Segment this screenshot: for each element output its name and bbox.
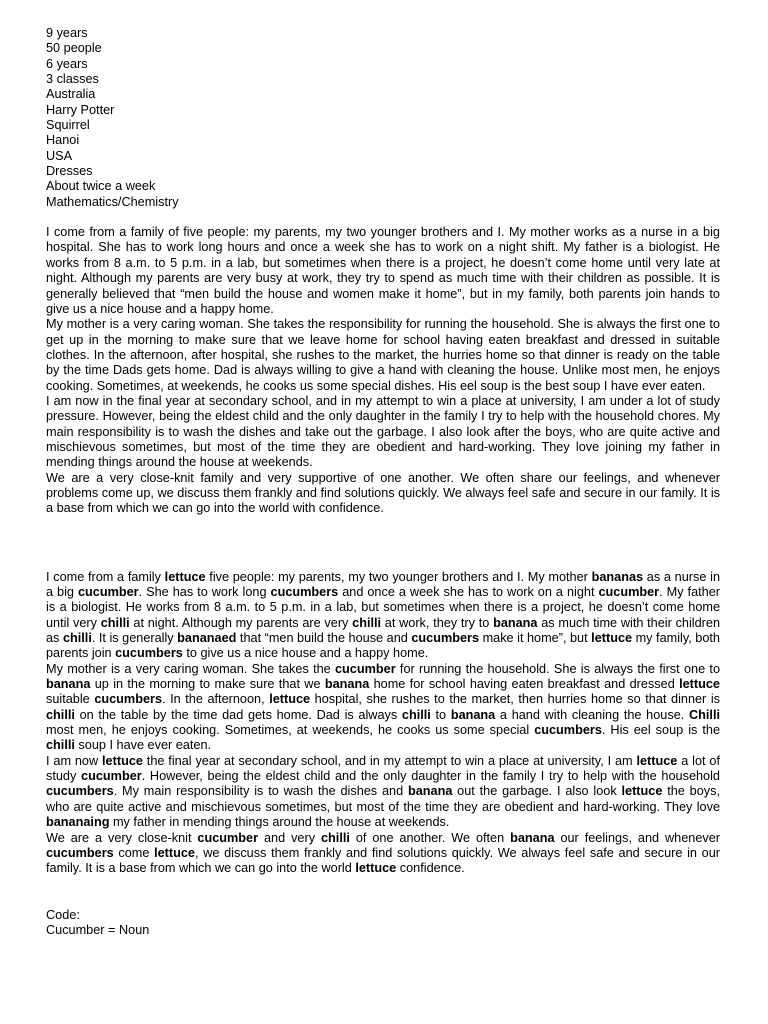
answer-list <box>46 26 720 210</box>
code-word: cucumbers <box>534 723 602 738</box>
answer-item: Dresses <box>46 164 93 179</box>
coded-passage <box>46 570 720 877</box>
original-paragraph-4: We are a very close-knit family and very supportive of one another. We often share our feelings, and whenever problems come up, we discuss them frankly and find solutions quickly. We always feel safe and secure in our family. It is a base from which we can go into the world with confidence. <box>46 470 720 516</box>
code-word: chilli <box>62 631 92 646</box>
original-paragraph-2: My mother is a very caring woman. She takes the responsibility for running the household. She is always the first one to get up in the morning to make sure that we leave home for school having eaten breakfast and dressed in suitable clothes. In the afternoon, after hospital, she rushes to the market, the hurries home so that dinner is ready on the table by the time Dads gets home. Dad is always willing to give a hand with cleaning the house. Unlike most men, he enjoys cooking. Sometimes, at weekends, he cooks us some special dishes. His eel soup is the best soup I have ever eaten. <box>46 317 720 393</box>
code-word: banana <box>407 784 453 799</box>
code-word: cucumber <box>81 769 142 784</box>
answer-item: About twice a week <box>46 179 156 194</box>
answer-item: Squirrel <box>46 118 90 133</box>
code-word: lettuce <box>102 753 143 768</box>
code-word: chilli <box>401 707 431 722</box>
code-word: bananaed <box>177 631 237 646</box>
code-word: banana <box>450 707 496 722</box>
code-word: chilli <box>100 615 130 630</box>
code-word: lettuce <box>154 845 195 860</box>
answer-item: 9 years <box>46 26 88 40</box>
document-page <box>46 26 720 938</box>
code-word: Chilli <box>688 707 720 722</box>
code-word: lettuce <box>164 569 206 584</box>
code-word: cucumbers <box>270 585 339 599</box>
original-passage <box>46 225 720 517</box>
code-word: lettuce <box>269 692 311 707</box>
answer-item: Harry Potter <box>46 102 115 117</box>
answer-item: Australia <box>46 87 96 102</box>
original-paragraph-1: I come from a family of five people: my parents, my two younger brothers and I. My mother works as a nurse in a big hospital. She has to work long hours and once a week she has to work on a night shift. My father is a biologist. He works from 8 a.m. to 5 p.m. in a lab, but sometimes when there is a project, he doesn’t come home until very late at night. Although my parents are very busy at work, they try to spend as much time with their children as possible. It is generally believed that “men build the house and women make it home”, but in my family, both parents join hands to give us a nice house and a happy home. <box>46 225 720 316</box>
code-entry: Cucumber = Noun <box>46 922 150 937</box>
original-paragraph-3: I am now in the final year at secondary school, and in my attempt to win a place at university, I am under a lot of study pressure. However, being the eldest child and the only daughter in the family I try to help with the household chores. My main responsibility is to wash the dishes and take out the garbage. I also look after the boys, who are quite active and mischievous sometimes, but most of the time they are obedient and hard-working. They love joining my father in mending things around the house at weekends. <box>46 393 720 470</box>
code-word: lettuce <box>591 631 633 646</box>
code-word: cucumbers <box>115 646 183 661</box>
answer-item: 6 years <box>46 56 88 71</box>
code-word: cucumber <box>335 661 396 676</box>
answer-item: Mathematics/Chemistry <box>46 194 179 209</box>
code-word: cucumbers <box>46 784 114 799</box>
code-word: cucumbers <box>94 692 163 707</box>
answer-item: 3 classes <box>46 72 99 87</box>
answer-item: USA <box>46 148 73 163</box>
code-word: banana <box>510 830 555 845</box>
code-word: bananaing <box>46 815 110 830</box>
code-word: bananas <box>591 569 644 584</box>
code-word: lettuce <box>621 784 663 799</box>
code-word: chilli <box>352 615 382 630</box>
code-word: cucumbers <box>46 845 114 860</box>
code-word: chilli <box>320 830 350 845</box>
code-word: chilli <box>46 738 75 753</box>
code-word: lettuce <box>679 677 720 692</box>
coded-paragraph-3: I am now lettuce the final year at secondary school, and in my attempt to win a place at university, I am lettuce a lot of study cucumber. However, being the eldest child and the only daughter in the family I try to help with the household cucumbers. My main responsibility is to wash the dishes and banana out the garbage. I also look lettuce the boys, who are quite active and mischievous sometimes, but most of the time they are obedient and hard-working. They love bananaing my father in mending things around the house at weekends. <box>46 753 721 830</box>
code-word: chilli <box>46 707 75 722</box>
code-word: lettuce <box>355 861 397 876</box>
coded-paragraph-4: We are a very close-knit cucumber and very chilli of one another. We often banana our feelings, and whenever cucumbers come lettuce, we discuss them frankly and find solutions quickly. We always feel safe and secure in our family. It is a base from which we can go into the world lettuce confidence. <box>46 830 721 876</box>
answer-item: Hanoi <box>46 133 80 148</box>
code-word: banana <box>493 615 538 630</box>
code-label: Code: <box>46 907 80 922</box>
code-word: banana <box>46 677 91 692</box>
code-word: cucumber <box>197 830 259 845</box>
code-legend <box>46 908 720 939</box>
answer-item: 50 people <box>46 41 102 56</box>
code-word: banana <box>324 677 370 692</box>
code-word: cucumber <box>77 585 139 599</box>
code-word: cucumber <box>598 585 660 599</box>
coded-paragraph-2: My mother is a very caring woman. She takes the cucumber for running the household. She is always the first one to banana up in the morning to make sure that we banana home for school having eaten breakfast and dressed lettuce suitable cucumbers. In the afternoon, lettuce hospital, she rushes to the market, then hurries home so that dinner is chilli on the table by the time dad gets home. Dad is always chilli to banana a hand with cleaning the house. Chilli most men, he enjoys cooking. Sometimes, at weekends, he cooks us some special cucumbers. His eel soup is the chilli soup I have ever eaten. <box>46 661 721 753</box>
code-word: cucumbers <box>411 631 480 646</box>
code-word: lettuce <box>636 753 678 768</box>
coded-paragraph-1: I come from a family lettuce five people: my parents, my two younger brothers and I. My mother bananas as a nurse in a big cucumber. She has to work long cucumbers and once a week she has to work on a night cucumber. My father is a biologist. He works from 8 a.m. to 5 p.m. in a lab, but sometimes when there is a project, he doesn’t come home until very chilli at night. Although my parents are very chilli at work, they try to banana as much time with their children as chilli. It is generally bananaed that “men build the house and cucumbers make it home”, but lettuce my family, both parents join cucumbers to give us a nice house and a happy home. <box>46 569 721 661</box>
